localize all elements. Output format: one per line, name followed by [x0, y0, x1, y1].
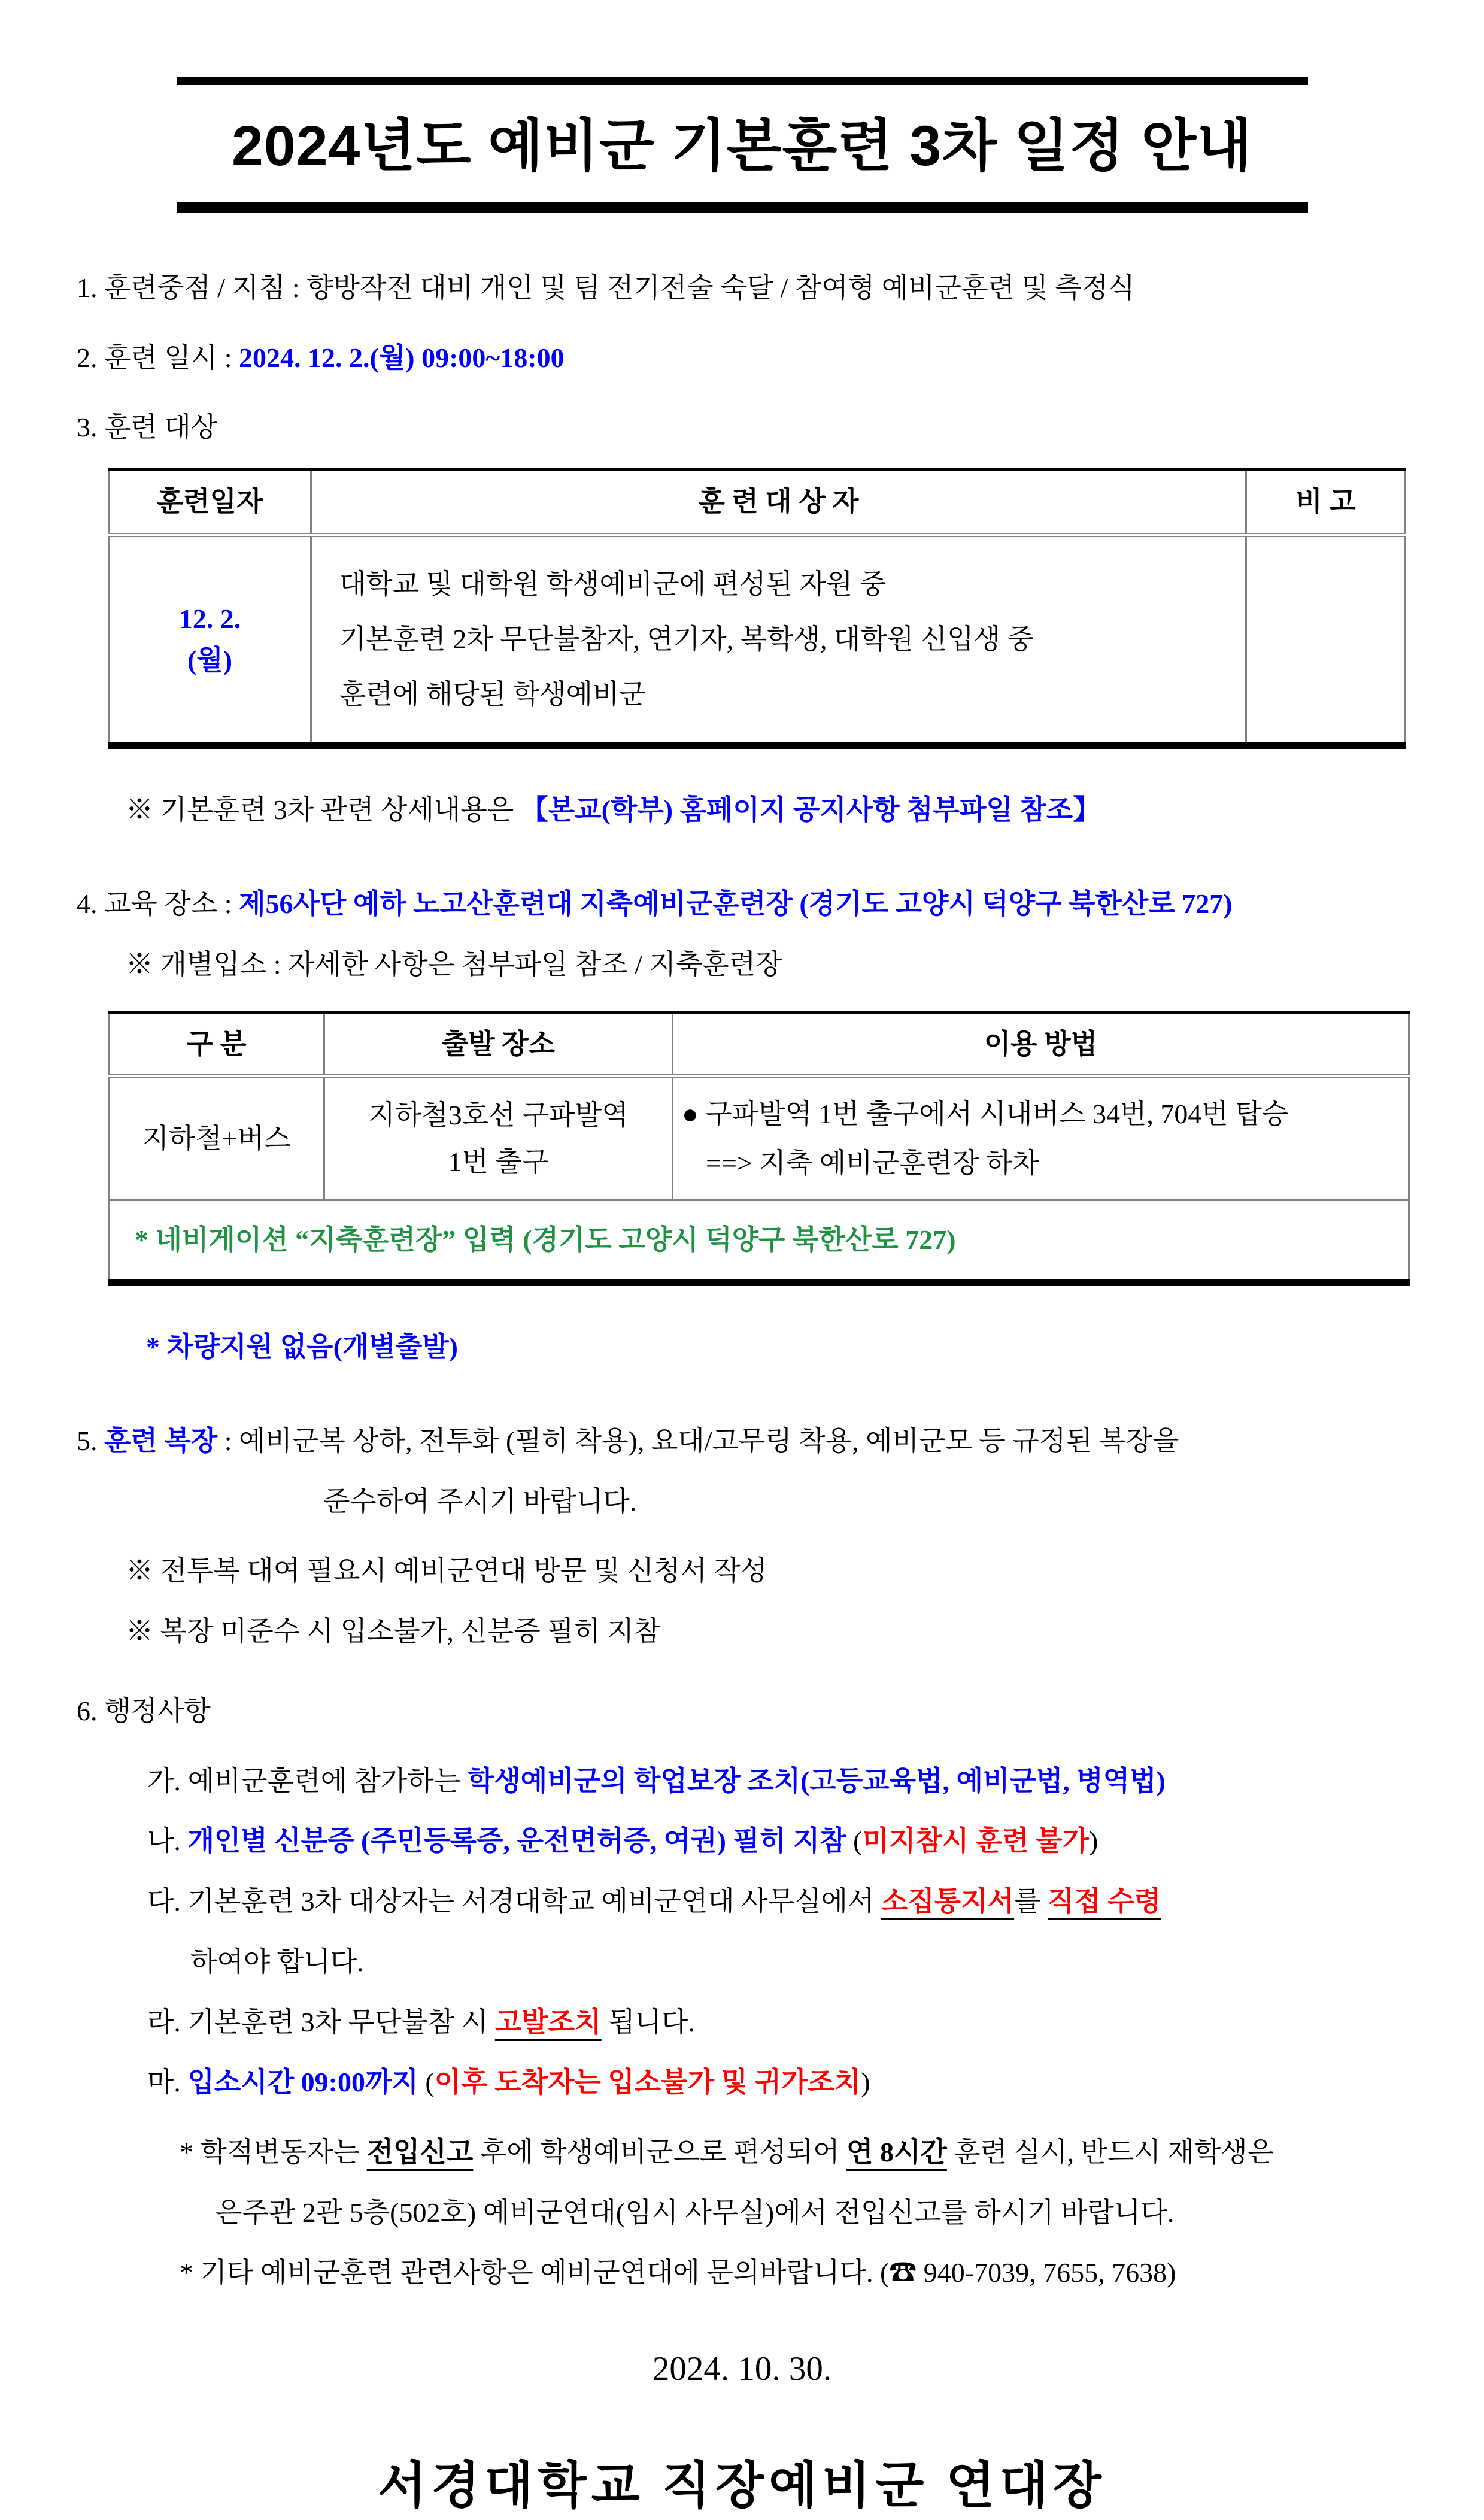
admin-na-red: 미지참시 훈련 불가: [862, 1825, 1089, 1857]
section-6-admin: [77, 1693, 1407, 1730]
navigation-note-row: [109, 1200, 1409, 1283]
admin-ra-red: 고발조치: [494, 2006, 602, 2037]
t2-mode-cell: 지하철+버스: [109, 1076, 324, 1200]
admin-da-black2: 를: [1014, 1886, 1048, 1917]
t2-header-method: 이용 방법: [673, 1013, 1409, 1076]
section-4-training-place: [77, 886, 1407, 923]
signature-line: 서경대학교 직장예비군 연대장: [378, 2458, 1106, 2515]
admin-ga-black: 예비군훈련에 참가하는: [187, 1765, 468, 1796]
section-6-label: 행정사항: [104, 1695, 211, 1726]
section-5-label: 훈련 복장: [104, 1426, 218, 1457]
section-5-text-line1: 예비군복 상하, 전투화 (필히 착용), 요대/고무링 착용, 예비군모 등 규정된 복장을: [239, 1426, 1179, 1457]
page-title: 2024년도 예비군 기본훈련 3차 일정 안내: [232, 114, 1252, 178]
note-no-vehicle-support: * 차량지원 없음(개별출발): [146, 1332, 458, 1363]
note-individual-text: 개별입소 : 자세한 사항은 첨부파일 참조 / 지축훈련장: [160, 948, 782, 980]
title-block: [177, 77, 1308, 213]
section-2-datetime-value: 2024. 12. 2.(월) 09:00~18:00: [239, 342, 565, 373]
t1-date-cell: [109, 535, 311, 746]
section-4-number: 4.: [77, 888, 104, 919]
section-5-dress-code: [77, 1423, 1407, 1460]
admin-ga-number: 가.: [147, 1765, 188, 1796]
note-detail-reference: [77, 792, 1407, 829]
section-5-text-line2: 준수하여 주시기 바랍니다.: [323, 1485, 637, 1517]
admin-na-paren-open: (: [846, 1825, 863, 1857]
transportation-table: [108, 1011, 1410, 1286]
section-2-label: 훈련 일시 :: [104, 342, 239, 373]
t2-departure-line1: 지하철3호선 구파발역: [368, 1100, 629, 1131]
admin-ma-blue: 입소시간 09:00까지: [187, 2067, 418, 2098]
admin-item-na: [77, 1823, 1407, 1860]
section-4-label: 교육 장소 :: [104, 888, 239, 919]
note-detail-blue: 【본교(학부) 홈페이지 공지사항 첨부파일 참조】: [520, 794, 1101, 826]
t1-date-line2: (월): [187, 645, 233, 676]
admin-na-number: 나.: [147, 1825, 188, 1857]
section-5-subnote-1: ※ 전투복 대여 필요시 예비군연대 방문 및 신청서 작성: [126, 1555, 767, 1587]
document-date: 2024. 10. 30.: [652, 2350, 832, 2388]
t1-header-target: 훈 련 대 상 자: [311, 469, 1246, 535]
t1-targets-cell: [311, 535, 1246, 746]
section-2-training-datetime: [77, 340, 1407, 377]
t1-date-line1: 12. 2.: [178, 604, 241, 635]
t1-header-note: 비 고: [1246, 469, 1406, 535]
admin-ma-paren-open: (: [418, 2067, 435, 2098]
section-3-training-target: [77, 410, 1407, 446]
t2-departure-cell: [324, 1076, 673, 1200]
section-5-subnote-2: ※ 복장 미준수 시 입소불가, 신분증 필히 지참: [126, 1616, 661, 1647]
admin-star2-marker: *: [180, 2257, 201, 2288]
admin-star1-pre: 학적변동자는: [200, 2136, 367, 2167]
admin-ra-number: 라.: [147, 2006, 188, 2037]
admin-star2-line: [77, 2255, 1407, 2291]
admin-da-black1: 기본훈련 3차 대상자는 서경대학교 예비군연대 사무실에서: [187, 1886, 881, 1917]
training-target-table: [108, 468, 1406, 749]
admin-da-red2: 직접 수령: [1048, 1886, 1161, 1917]
admin-ra-black1: 기본훈련 3차 무단불참 시: [187, 2006, 495, 2037]
table-row: [109, 1076, 1409, 1200]
note-detail-black: 기본훈련 3차 관련 상세내용은: [160, 794, 521, 826]
document-page: [0, 77, 1484, 2515]
t1-header-date: 훈련일자: [109, 469, 311, 535]
t1-note-cell: [1246, 535, 1406, 746]
section-3-number: 3.: [77, 412, 104, 443]
section-6-number: 6.: [77, 1695, 104, 1726]
document-body: [0, 270, 1484, 2520]
admin-item-ma: [77, 2064, 1407, 2101]
training-target-table-header: [109, 469, 1406, 535]
title-rule-bottom: [177, 202, 1308, 213]
section-1-number: 1.: [77, 272, 104, 303]
admin-star1-underline1: 전입신고: [366, 2136, 474, 2167]
admin-na-blue: 개인별 신분증 (주민등록증, 운전면허증, 여권) 필히 지참: [187, 1825, 846, 1857]
section-4-place-value: 제56사단 예하 노고산훈련대 지축예비군훈련장 (경기도 고양시 덕양구 북한산로 727): [239, 888, 1233, 919]
navigation-note-text: * 네비게이션 “지축훈련장” 입력 (경기도 고양시 덕양구 북한산로 727): [109, 1200, 1409, 1283]
admin-star2-text: 기타 예비군훈련 관련사항은 예비군연대에 문의바랍니다. (☎ 940-7039, 7655, 7638): [200, 2257, 1176, 2288]
admin-ma-red: 이후 도착자는 입소불가 및 귀가조치: [434, 2067, 861, 2098]
admin-star1-line2: 은주관 2관 5층(502호) 예비군연대(임시 사무실)에서 전입신고를 하시기 바랍니다.: [216, 2197, 1175, 2228]
admin-da-number: 다.: [147, 1886, 188, 1917]
transportation-table-header: [109, 1013, 1409, 1076]
section-1-text: 훈련중점 / 지침 : 향방작전 대비 개인 및 팀 전기전술 숙달 / 참여형 예비군훈련 및 측정식: [104, 272, 1135, 303]
admin-item-ra: [77, 2005, 1407, 2041]
admin-da-continuation: 하여야 합니다.: [190, 1946, 364, 1977]
admin-ra-black2: 됩니다.: [601, 2006, 695, 2037]
title-rule-top: [177, 77, 1308, 85]
admin-star1-mid: 후에 학생예비군으로 편성되어: [473, 2136, 847, 2167]
admin-star1-line1: [77, 2134, 1407, 2171]
section-1-training-focus: [77, 270, 1407, 307]
note-detail-marker: ※: [126, 794, 160, 826]
t2-method-cell: [673, 1076, 1409, 1200]
admin-star1-underline2: 연 8시간: [846, 2136, 947, 2167]
note-individual-marker: ※: [126, 948, 160, 980]
t2-method-line1: ● 구파발역 1번 출구에서 시내버스 34번, 704번 탑승: [682, 1098, 1289, 1129]
table-row: [109, 535, 1406, 746]
admin-ma-number: 마.: [147, 2067, 188, 2098]
note-individual-entry: [77, 947, 1407, 983]
t2-header-category: 구 분: [109, 1013, 324, 1076]
t1-target-line3: 훈련에 해당된 학생예비군: [339, 679, 646, 710]
section-5-number: 5.: [77, 1426, 104, 1457]
admin-na-paren-close: ): [1089, 1825, 1098, 1857]
admin-ma-paren-close: ): [861, 2067, 870, 2098]
admin-star1-marker: *: [180, 2136, 201, 2167]
t1-target-line2: 기본훈련 2차 무단불참자, 연기자, 복학생, 대학원 신입생 중: [339, 624, 1034, 655]
section-2-number: 2.: [77, 342, 104, 373]
admin-item-ga: [77, 1763, 1407, 1800]
admin-item-da: [77, 1884, 1407, 1920]
admin-ga-blue: 학생예비군의 학업보장 조치(고등교육법, 예비군법, 병역법): [467, 1765, 1166, 1796]
admin-da-red1: 소집통지서: [881, 1886, 1015, 1917]
t1-target-line1: 대학교 및 대학원 학생예비군에 편성된 자원 중: [339, 569, 887, 600]
t2-method-line2: ==> 지축 예비군훈련장 하차: [706, 1148, 1039, 1179]
admin-star1-post: 훈련 실시, 반드시 재학생은: [946, 2136, 1274, 2167]
section-3-label: 훈련 대상: [104, 412, 218, 443]
t2-departure-line2: 1번 출구: [448, 1147, 549, 1178]
section-5-colon: :: [217, 1426, 239, 1457]
t2-header-departure: 출발 장소: [324, 1013, 673, 1076]
